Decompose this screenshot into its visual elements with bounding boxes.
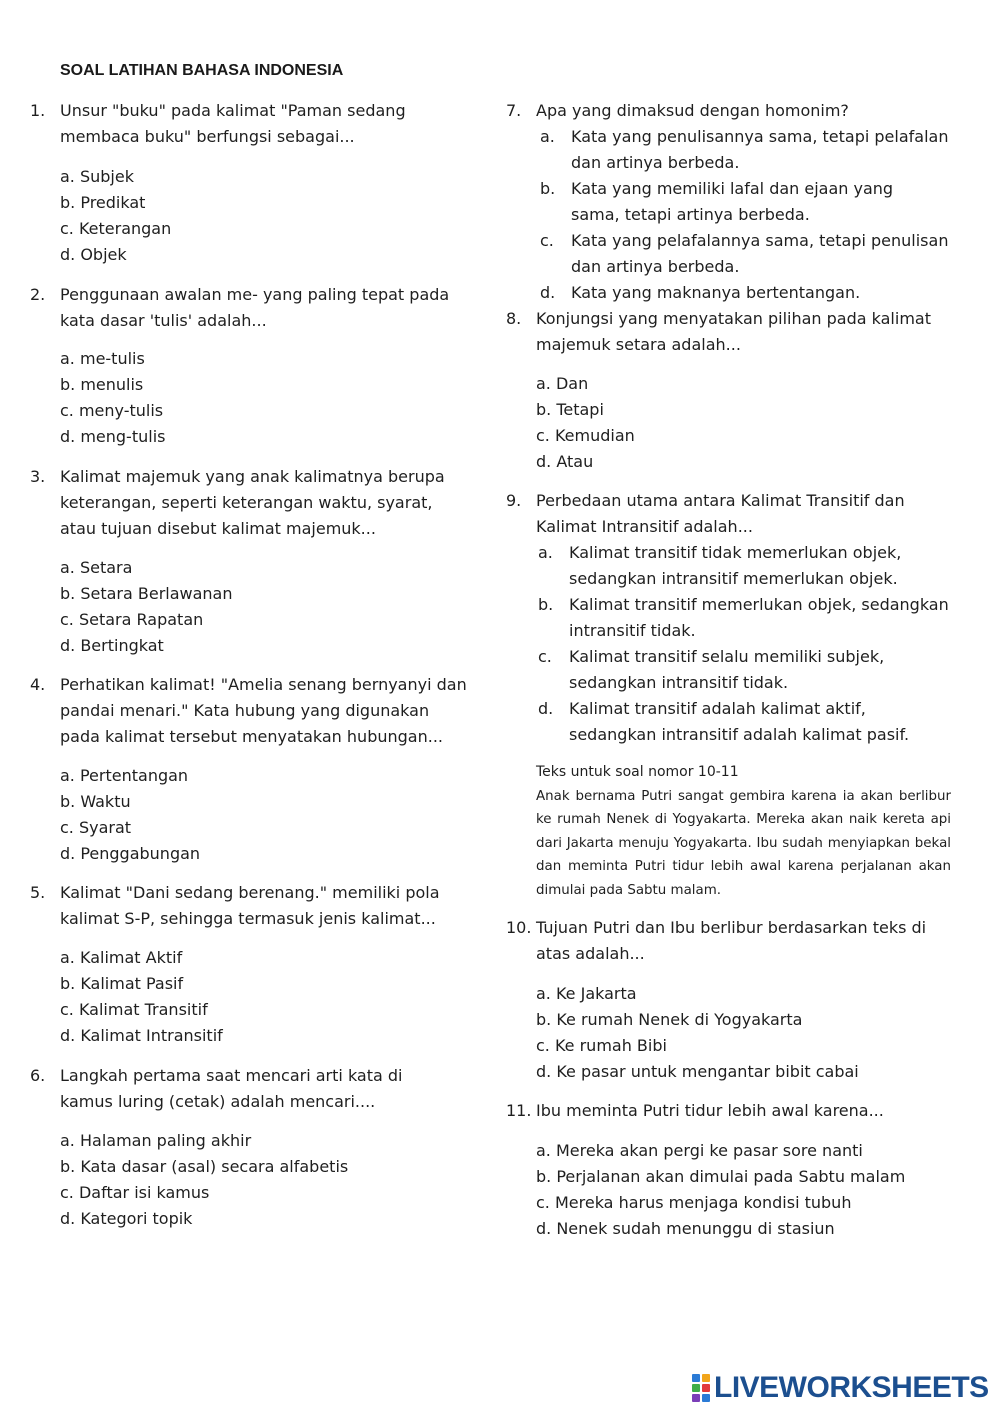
option-1c[interactable]: c. Keterangan xyxy=(60,219,172,238)
option-text: Kalimat transitif adalah kalimat aktif, sedangkan intransitif adalah kalimat pasif. xyxy=(569,699,910,744)
option-8d[interactable]: d. Atau xyxy=(536,452,594,471)
option-7a[interactable] xyxy=(540,124,960,176)
option-10a[interactable]: a. Ke Jakarta xyxy=(536,984,637,1003)
question-text: Kalimat "Dani sedang berenang." memiliki pola kalimat S-P, sehingga termasuk jenis kalimat... xyxy=(60,883,440,928)
option-3a[interactable]: a. Setara xyxy=(60,558,133,577)
question-number: 6. xyxy=(30,1066,46,1085)
option-5c[interactable]: c. Kalimat Transitif xyxy=(60,1000,208,1019)
option-2b[interactable]: b. menulis xyxy=(60,375,144,394)
option-5a[interactable]: a. Kalimat Aktif xyxy=(60,948,183,967)
option-1b[interactable]: b. Predikat xyxy=(60,193,146,212)
option-3d[interactable]: d. Bertingkat xyxy=(60,636,164,655)
option-9a[interactable] xyxy=(538,540,958,592)
option-5d[interactable]: d. Kalimat Intransitif xyxy=(60,1026,223,1045)
option-8a[interactable]: a. Dan xyxy=(536,374,589,393)
option-7d[interactable] xyxy=(540,280,960,306)
question-text: Tujuan Putri dan Ibu berlibur berdasarkan teks di atas adalah... xyxy=(536,918,927,963)
question-number: 5. xyxy=(30,883,46,902)
logo-text: LIVEWORKSHEETS xyxy=(714,1371,989,1404)
option-text: Kalimat transitif memerlukan objek, sedangkan intransitif tidak. xyxy=(569,595,949,640)
option-11a[interactable]: a. Mereka akan pergi ke pasar sore nanti xyxy=(536,1141,863,1160)
page-title: SOAL LATIHAN BAHASA INDONESIA xyxy=(60,62,344,79)
question-text: Kalimat majemuk yang anak kalimatnya berupa keterangan, seperti keterangan waktu, syarat, atau tujuan disebut kalimat majemuk... xyxy=(60,467,445,538)
option-10d[interactable]: d. Ke pasar untuk mengantar bibit cabai xyxy=(536,1062,859,1081)
option-letter: d. xyxy=(540,283,556,302)
option-3c[interactable]: c. Setara Rapatan xyxy=(60,610,204,629)
option-7b[interactable] xyxy=(540,176,960,228)
option-text: Kata yang memiliki lafal dan ejaan yang sama, tetapi artinya berbeda. xyxy=(571,179,894,224)
option-8b[interactable]: b. Tetapi xyxy=(536,400,604,419)
option-4a[interactable]: a. Pertentangan xyxy=(60,766,189,785)
option-2c[interactable]: c. meny-tulis xyxy=(60,401,164,420)
option-2a[interactable]: a. me-tulis xyxy=(60,349,145,368)
question-number: 9. xyxy=(506,491,522,510)
question-text: Perhatikan kalimat! "Amelia senang bernyanyi dan pandai menari." Kata hubung yang digunakan pada kalimat tersebut menyatakan hubungan... xyxy=(60,675,467,746)
option-1d[interactable]: d. Objek xyxy=(60,245,127,264)
option-letter: d. xyxy=(538,699,554,718)
option-4b[interactable]: b. Waktu xyxy=(60,792,131,811)
option-letter: c. xyxy=(538,647,552,666)
question-number: 10. xyxy=(506,918,532,937)
option-7c[interactable] xyxy=(540,228,960,280)
option-letter: b. xyxy=(538,595,554,614)
option-letter: b. xyxy=(540,179,556,198)
option-6b[interactable]: b. Kata dasar (asal) secara alfabetis xyxy=(60,1157,349,1176)
liveworksheets-logo-icon xyxy=(692,1374,710,1402)
option-1a[interactable]: a. Subjek xyxy=(60,167,134,186)
question-text: Ibu meminta Putri tidur lebih awal karena... xyxy=(536,1101,884,1120)
option-10c[interactable]: c. Ke rumah Bibi xyxy=(536,1036,667,1055)
option-4c[interactable]: c. Syarat xyxy=(60,818,132,837)
option-10b[interactable]: b. Ke rumah Nenek di Yogyakarta xyxy=(536,1010,803,1029)
option-9d[interactable] xyxy=(538,696,958,748)
option-letter: a. xyxy=(538,543,553,562)
option-text: Kata yang pelafalannya sama, tetapi penulisan dan artinya berbeda. xyxy=(571,231,949,276)
question-number: 11. xyxy=(506,1101,532,1120)
option-letter: c. xyxy=(540,231,554,250)
question-number: 2. xyxy=(30,285,46,304)
option-11d[interactable]: d. Nenek sudah menunggu di stasiun xyxy=(536,1219,835,1238)
passage-text: Anak bernama Putri sangat gembira karena ia akan berlibur ke rumah Nenek di Yogyakarta. Mereka akan naik kereta api dari Jakarta menuju Yogyakarta. Ibu sudah menyiapkan bekal dan meminta Putri tidur lebih awal karena perjalanan akan dimulai pada Sabtu malam. xyxy=(536,789,951,898)
option-5b[interactable]: b. Kalimat Pasif xyxy=(60,974,184,993)
option-9b[interactable] xyxy=(538,592,958,644)
question-number: 4. xyxy=(30,675,46,694)
question-text: Perbedaan utama antara Kalimat Transitif dan Kalimat Intransitif adalah... xyxy=(536,491,905,536)
question-number: 1. xyxy=(30,101,46,120)
option-6d[interactable]: d. Kategori topik xyxy=(60,1209,193,1228)
option-11c[interactable]: c. Mereka harus menjaga kondisi tubuh xyxy=(536,1193,852,1212)
question-number: 8. xyxy=(506,309,522,328)
option-3b[interactable]: b. Setara Berlawanan xyxy=(60,584,233,603)
question-number: 7. xyxy=(506,101,522,120)
question-text: Unsur "buku" pada kalimat "Paman sedang membaca buku" berfungsi sebagai... xyxy=(60,101,406,146)
passage-title: Teks untuk soal nomor 10-11 xyxy=(536,764,739,780)
question-text: Penggunaan awalan me- yang paling tepat pada kata dasar 'tulis' adalah... xyxy=(60,285,450,330)
question-number: 3. xyxy=(30,467,46,486)
option-text: Kalimat transitif tidak memerlukan objek, sedangkan intransitif memerlukan objek. xyxy=(569,543,902,588)
option-8c[interactable]: c. Kemudian xyxy=(536,426,635,445)
question-text: Apa yang dimaksud dengan homonim? xyxy=(536,101,849,120)
option-11b[interactable]: b. Perjalanan akan dimulai pada Sabtu malam xyxy=(536,1167,906,1186)
option-letter: a. xyxy=(540,127,555,146)
option-text: Kata yang penulisannya sama, tetapi pelafalan dan artinya berbeda. xyxy=(571,127,949,172)
question-text: Konjungsi yang menyatakan pilihan pada kalimat majemuk setara adalah... xyxy=(536,309,931,354)
question-text: Langkah pertama saat mencari arti kata di kamus luring (cetak) adalah mencari.... xyxy=(60,1066,403,1111)
option-6c[interactable]: c. Daftar isi kamus xyxy=(60,1183,210,1202)
liveworksheets-logo[interactable] xyxy=(692,1370,989,1406)
option-4d[interactable]: d. Penggabungan xyxy=(60,844,201,863)
option-text: Kata yang maknanya bertentangan. xyxy=(571,283,861,302)
option-2d[interactable]: d. meng-tulis xyxy=(60,427,166,446)
option-9c[interactable] xyxy=(538,644,958,696)
option-6a[interactable]: a. Halaman paling akhir xyxy=(60,1131,252,1150)
option-text: Kalimat transitif selalu memiliki subjek, sedangkan intransitif tidak. xyxy=(569,647,885,692)
